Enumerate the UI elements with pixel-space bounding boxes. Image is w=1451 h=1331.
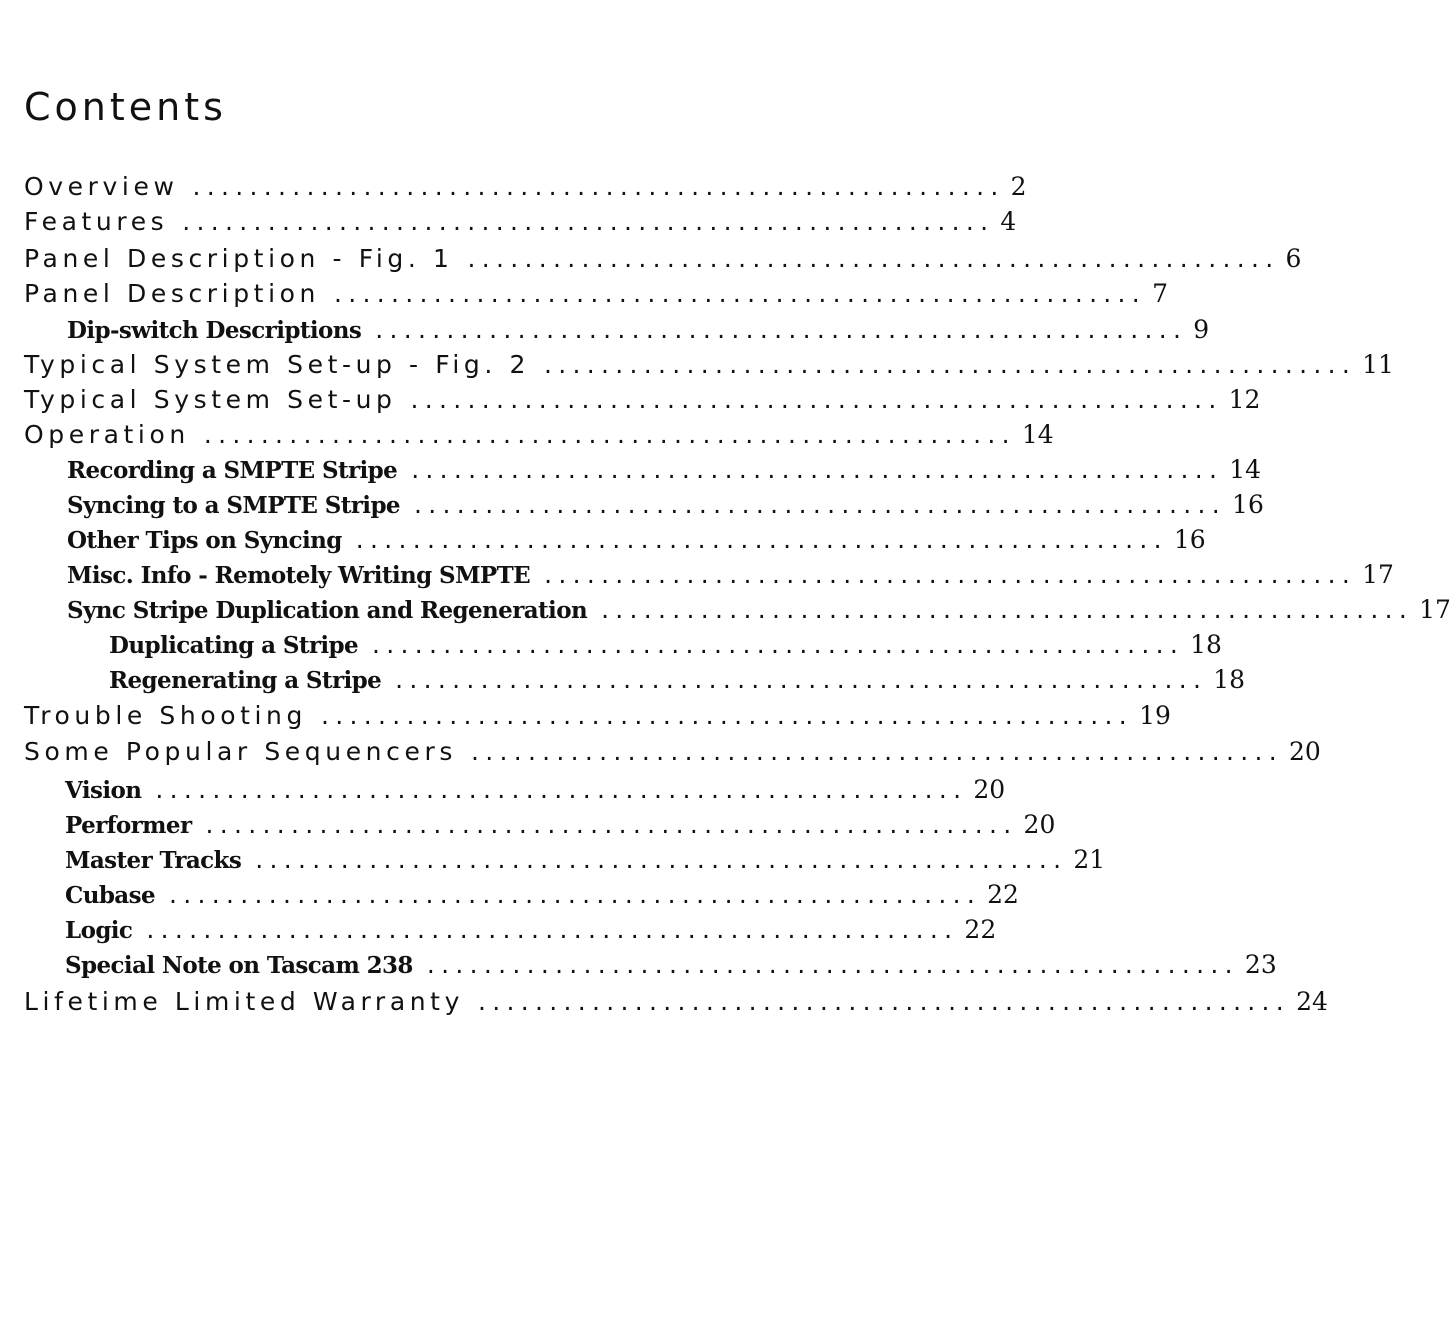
dot-leader: ......................................................... xyxy=(255,845,1068,874)
toc-entry-label: Operation xyxy=(24,420,190,449)
toc-entry-panel-description-fig-1[interactable] xyxy=(24,244,1302,273)
toc-entry-label: Misc. Info - Remotely Writing SMPTE xyxy=(67,562,531,589)
toc-entry-label: Panel Description - Fig. 1 xyxy=(24,244,454,273)
dot-leader: ......................................................... xyxy=(410,385,1223,414)
dot-leader: ......................................................... xyxy=(470,737,1284,766)
toc-entry-label: Overview xyxy=(24,172,179,201)
toc-entry-page-number: 23 xyxy=(1244,950,1277,979)
dot-leader: ......................................................... xyxy=(601,595,1414,624)
toc-entry-label: Performer xyxy=(65,812,192,839)
dot-leader: ......................................................... xyxy=(375,315,1188,344)
toc-entry-page-number: 24 xyxy=(1296,987,1328,1016)
toc-entry-some-popular-sequencers[interactable] xyxy=(24,737,1321,766)
toc-entry-recording-a-smpte-stripe[interactable] xyxy=(67,455,1262,484)
toc-entry-duplicating-a-stripe[interactable] xyxy=(109,630,1222,659)
dot-leader: ......................................................... xyxy=(477,987,1291,1016)
toc-entry-page-number: 17 xyxy=(1362,560,1394,589)
toc-entry-label: Some Popular Sequencers xyxy=(24,737,457,766)
toc-entry-page-number: 7 xyxy=(1152,279,1168,308)
toc-entry-label: Features xyxy=(24,207,169,236)
page-title: Contents xyxy=(24,85,227,129)
dot-leader: ......................................................... xyxy=(411,455,1224,484)
toc-entry-overview[interactable] xyxy=(24,172,1027,201)
toc-entry-label: Lifetime Limited Warranty xyxy=(24,987,464,1016)
toc-entry-page-number: 18 xyxy=(1213,665,1246,694)
toc-entry-label: Syncing to a SMPTE Stripe xyxy=(67,492,400,519)
toc-entry-label: Cubase xyxy=(65,882,155,909)
dot-leader: ......................................................... xyxy=(169,880,982,909)
toc-entry-regenerating-a-stripe[interactable] xyxy=(109,665,1246,694)
toc-entry-page-number: 18 xyxy=(1190,630,1222,659)
toc-entry-label: Duplicating a Stripe xyxy=(109,632,359,659)
toc-entry-page-number: 11 xyxy=(1362,350,1394,379)
toc-entry-other-tips-on-syncing[interactable] xyxy=(67,525,1206,554)
toc-entry-page-number: 12 xyxy=(1228,385,1261,414)
dot-leader: ......................................................... xyxy=(544,350,1357,379)
toc-entry-page-number: 2 xyxy=(1010,172,1027,201)
toc-entry-label: Master Tracks xyxy=(65,847,242,874)
toc-entry-syncing-to-a-smpte-stripe[interactable] xyxy=(67,490,1264,519)
toc-entry-label: Typical System Set-up xyxy=(24,385,397,414)
toc-entry-page-number: 19 xyxy=(1139,701,1171,730)
toc-entry-cubase[interactable] xyxy=(65,880,1019,909)
toc-entry-misc-info-remotely-writing-smpte[interactable] xyxy=(67,560,1394,589)
dot-leader: ......................................................... xyxy=(155,775,968,804)
toc-entry-trouble-shooting[interactable] xyxy=(24,701,1171,730)
toc-entry-page-number: 17 xyxy=(1419,595,1451,624)
toc-entry-label: Logic xyxy=(65,917,133,944)
toc-entry-page-number: 22 xyxy=(964,915,997,944)
dot-leader: ......................................................... xyxy=(192,172,1005,201)
toc-entry-label: Vision xyxy=(65,777,142,804)
toc-entry-lifetime-limited-warranty[interactable] xyxy=(24,987,1328,1016)
toc-entry-label: Panel Description xyxy=(24,279,320,308)
toc-entry-operation[interactable] xyxy=(24,420,1054,449)
dot-leader: ......................................................... xyxy=(203,420,1016,449)
toc-entry-sync-stripe-duplication-and-regeneration[interactable] xyxy=(67,595,1451,624)
toc-entry-page-number: 20 xyxy=(1023,810,1056,839)
toc-entry-page-number: 9 xyxy=(1193,315,1210,344)
toc-entry-dip-switch-descriptions[interactable] xyxy=(67,315,1210,344)
toc-entry-page-number: 20 xyxy=(973,775,1006,804)
toc-entry-label: Dip-switch Descriptions xyxy=(67,317,362,344)
toc-entry-panel-description[interactable] xyxy=(24,279,1168,308)
toc-entry-label: Recording a SMPTE Stripe xyxy=(67,457,398,484)
dot-leader: ......................................................... xyxy=(544,560,1357,589)
toc-entry-label: Special Note on Tascam 238 xyxy=(65,952,413,979)
dot-leader: ......................................................... xyxy=(372,630,1185,659)
toc-entry-typical-system-setup[interactable] xyxy=(24,385,1261,414)
toc-entry-special-note-on-tascam-238[interactable] xyxy=(65,950,1277,979)
toc-entry-master-tracks[interactable] xyxy=(65,845,1106,874)
toc-entry-vision[interactable] xyxy=(65,775,1006,804)
toc-entry-page-number: 6 xyxy=(1285,244,1302,273)
dot-leader: ......................................................... xyxy=(146,915,959,944)
dot-leader: ......................................................... xyxy=(467,244,1280,273)
toc-entry-label: Other Tips on Syncing xyxy=(67,527,342,554)
toc-entry-page-number: 21 xyxy=(1073,845,1106,874)
toc-entry-label: Typical System Set-up - Fig. 2 xyxy=(24,350,530,379)
toc-entry-label: Trouble Shooting xyxy=(24,701,307,730)
toc-entry-typical-system-setup-fig-2[interactable] xyxy=(24,350,1394,379)
dot-leader: ......................................................... xyxy=(413,490,1227,519)
toc-entry-page-number: 14 xyxy=(1229,455,1262,484)
dot-leader: ......................................................... xyxy=(355,525,1168,554)
dot-leader: ......................................................... xyxy=(333,279,1147,308)
toc-entry-page-number: 22 xyxy=(987,880,1019,909)
dot-leader: ......................................................... xyxy=(320,701,1134,730)
toc-entry-label: Sync Stripe Duplication and Regeneration xyxy=(67,597,588,624)
toc-entry-page-number: 14 xyxy=(1021,420,1054,449)
toc-entry-performer[interactable] xyxy=(65,810,1056,839)
toc-entry-label: Regenerating a Stripe xyxy=(109,667,382,694)
toc-entry-page-number: 4 xyxy=(1000,207,1017,236)
dot-leader: ......................................................... xyxy=(182,207,995,236)
toc-entry-page-number: 16 xyxy=(1173,525,1206,554)
toc-entry-page-number: 20 xyxy=(1289,737,1321,766)
dot-leader: ......................................................... xyxy=(426,950,1239,979)
dot-leader: ......................................................... xyxy=(395,665,1208,694)
toc-entry-page-number: 16 xyxy=(1232,490,1264,519)
toc-entry-features[interactable] xyxy=(24,207,1017,236)
dot-leader: ......................................................... xyxy=(205,810,1018,839)
toc-entry-logic[interactable] xyxy=(65,915,997,944)
